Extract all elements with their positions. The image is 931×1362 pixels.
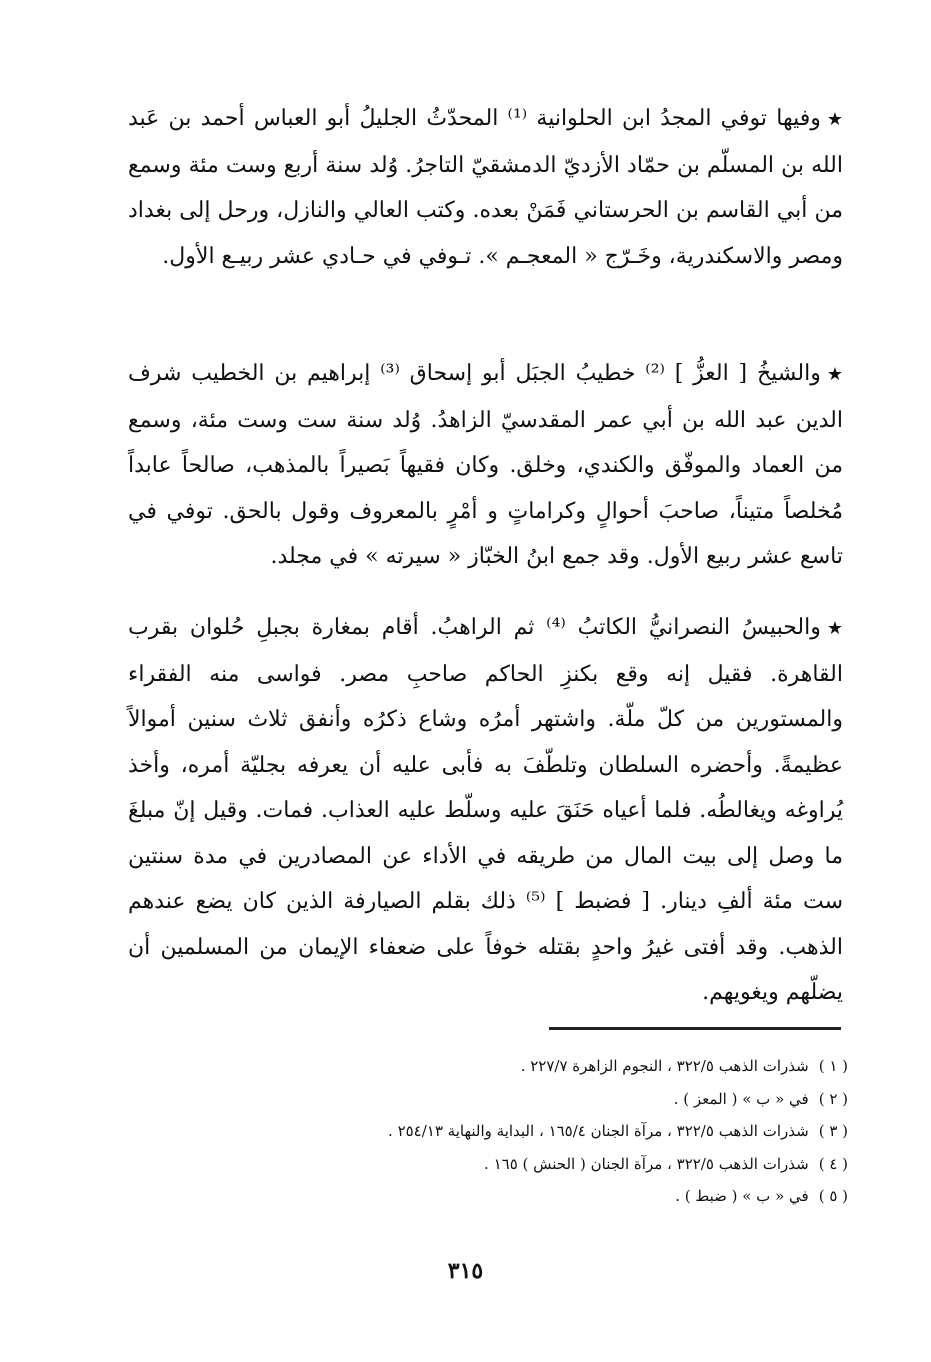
star-marker: ★ [826, 364, 844, 385]
footnote [200, 1115, 848, 1148]
biography-entry [128, 351, 843, 580]
footnote-text: في « ب » ( المعز ) . [673, 1089, 809, 1108]
footnote-text: شذرات الذهب ٣٢٢/٥ ، مرآة الجنان ( الحنش ) ١٦٥ . [484, 1154, 809, 1173]
page-number: ٣١٥ [447, 1258, 484, 1284]
footnote [200, 1148, 848, 1181]
footnote [200, 1180, 848, 1213]
footnote-number: ( ٢ ) [818, 1089, 848, 1108]
footnote-divider [549, 1027, 841, 1030]
star-marker: ★ [826, 109, 844, 130]
footnote-number: ( ١ ) [818, 1057, 848, 1075]
footnote [200, 1050, 848, 1083]
entry-text: وفيها توفي المجدُ ابن الحلوانية ⁽¹⁾ المحدّثُ الجليلُ أبو العباس أحمد بن عَبد الله بن المسلّم بن حمّاد الأزديّ الدمشقيّ التاجرُ. وُلد سنة أربع وست مئة وسمع من أبي القاسم بن الحرستاني فَمَنْ بعده. وكتب العالي والنازل، ورحل إلى بغداد ومصر والاسكندرية، وخَـرّج « المعجـم ». تـوفي في حـادي عشر ربيـع الأول. [128, 106, 843, 269]
entry-text: والحبيسُ النصرانيُّ الكاتبُ ⁽⁴⁾ ثم الراهبُ. أقام بمغارة بجبلِ حُلوان بقرب القاهرة. فقيل إنه وقع بكنزِ الحاكم صاحبِ مصر. فواسى منه الفقراء والمستورين من كلّ ملّة. واشتهر أمرُه وشاع ذكرُه وأنفق ثلاث سنين أموالاً عظيمةً. وأحضره السلطان وتلطّفَ به فأبى عليه أن يعرفه بجليّة أمره، وأخذ يُراوغه ويغالطُه. فلما أعياه حَنَقَ عليه وسلّط عليه العذاب. فمات. وقيل إنّ مبلغَ ما وصل إلى بيت المال من طريقه في الأداء عن المصادرين في مدة سنتين ست مئة ألفِ دينار. [ فضبط ] ⁽⁵⁾ ذلك بقلم الصيارفة الذين كان يضع عندهم الذهب. وقد أفتى غيرُ واحدٍ بقتله خوفاً على ضعفاء الإيمان من المسلمين أن يضلّهم ويغويهم. [128, 615, 843, 1005]
entry-text: والشيخُ [ العزُّ ] ⁽²⁾ خطيبُ الجبَل أبو إسحاق ⁽³⁾ إبراهيم بن الخطيب شرف الدين عبد الله بن أبي عمر المقدسيّ الزاهدُ. وُلد سنة ست وست مئة، وسمع من العماد والموفّق والكندي، وخلق. وكان فقيهاً بَصيراً بالمذهب، صالحاً عابداً مُخلصاً متيناً، صاحبَ أحوالٍ وكراماتٍ و أمْرٍ بالمعروف وقول بالحق. توفي في تاسع عشر ربيع الأول. وقد جمع ابنُ الخبّاز « سيرته » في مجلد. [128, 361, 843, 569]
footnotes [200, 1050, 848, 1213]
star-marker: ★ [826, 618, 843, 639]
footnote-text: شذرات الذهب ٣٢٢/٥ ، مرآة الجنان ١٦٥/٤ ، البداية والنهاية ٢٥٤/١٣ . [388, 1122, 809, 1140]
footnote-number: ( ٣ ) [818, 1122, 848, 1140]
footnote-number: ( ٤ ) [818, 1154, 848, 1173]
biography-entry [128, 96, 843, 279]
footnote [200, 1083, 848, 1116]
footnote-number: ( ٥ ) [818, 1187, 848, 1205]
footnote-text: شذرات الذهب ٣٢٢/٥ ، النجوم الزاهرة ٢٢٧/٧ . [520, 1057, 809, 1075]
footnote-text: في « ب » ( ضبط ) . [675, 1187, 809, 1205]
biography-entry [128, 605, 843, 1016]
